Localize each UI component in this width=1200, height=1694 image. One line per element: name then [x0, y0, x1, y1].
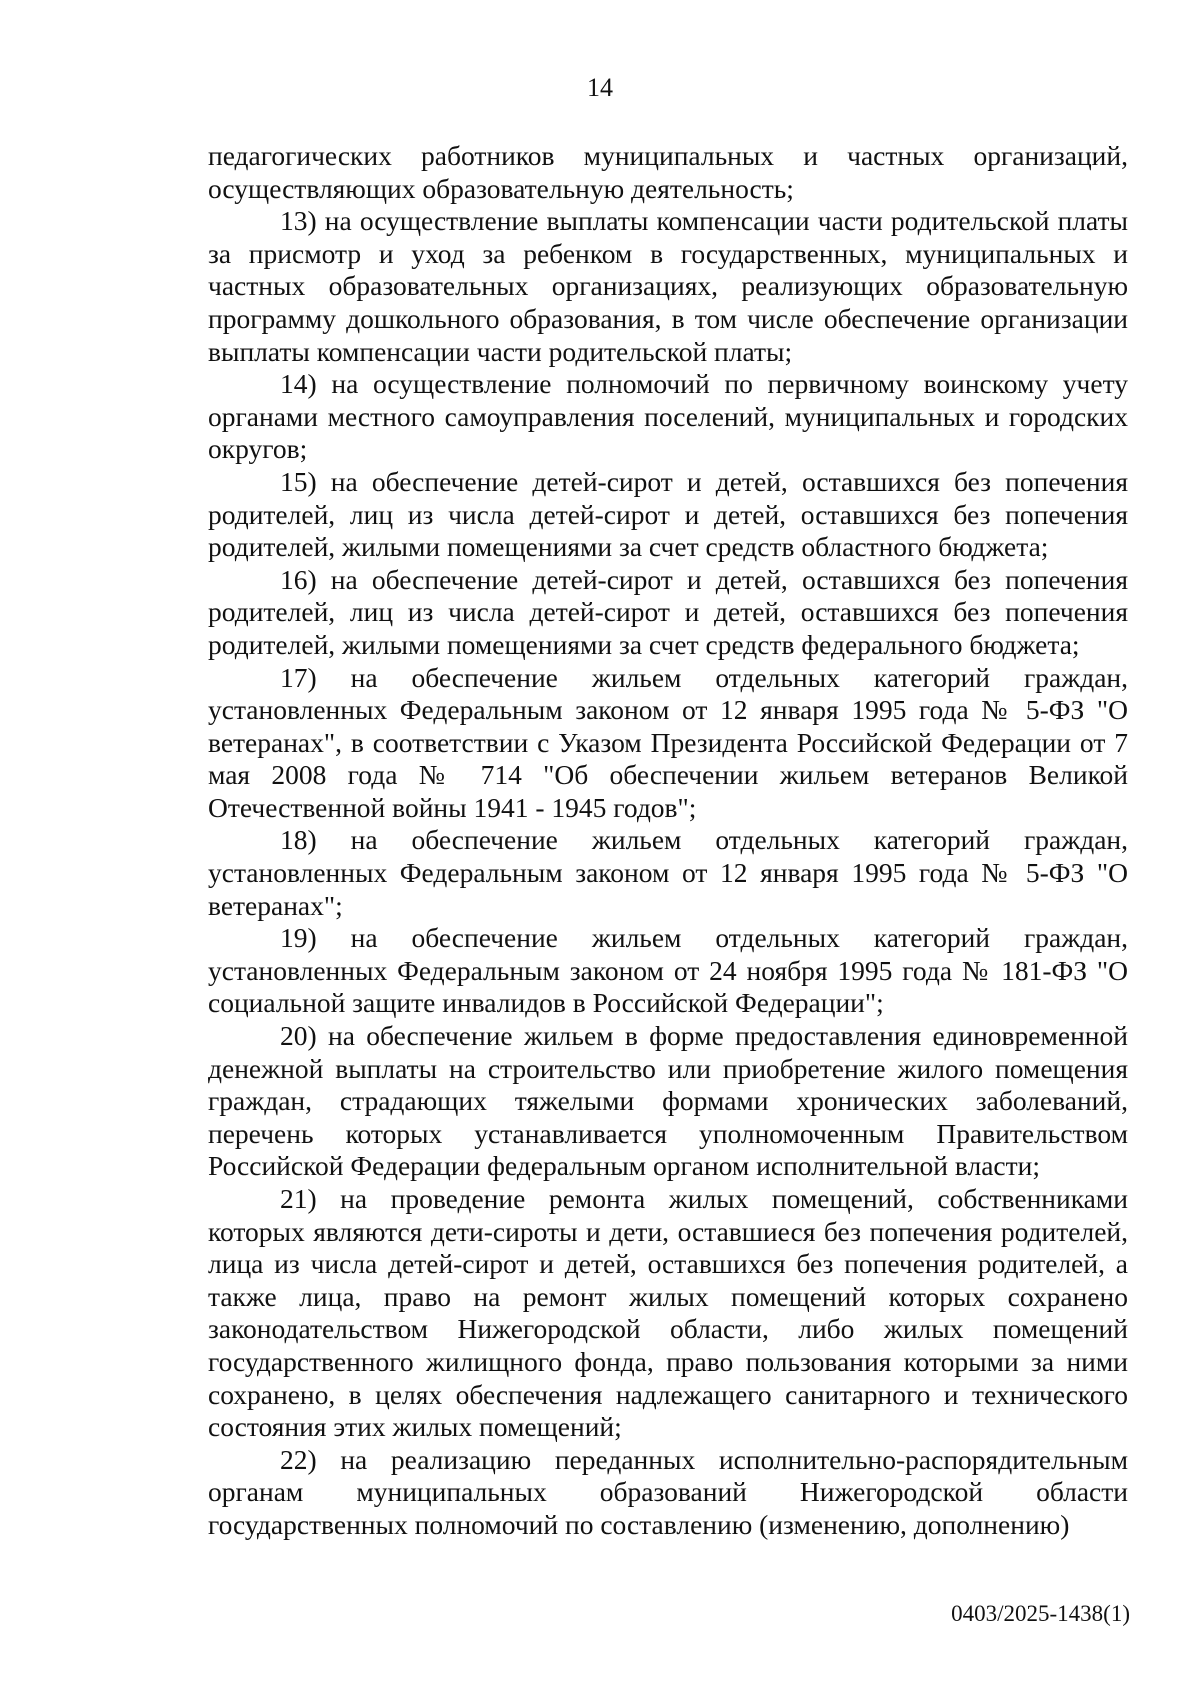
paragraph-item-20: 20) на обеспечение жильем в форме предоставления единовременной денежной выплаты на строительство или приобретение жилого помещения граждан, страдающих тяжелыми формами хронических заболеваний, перечень которых устанавливается уполномоченным Правительством Российской Федерации федеральным органом исполнительной власти;	[208, 1020, 1128, 1182]
page-number: 14	[587, 73, 613, 102]
paragraph-continuation: педагогических работников муниципальных и частных организаций, осуществляющих образовательную деятельность;	[208, 140, 1128, 204]
paragraph-item-22: 22) на реализацию переданных исполнительно-распорядительным органам муниципальных образований Нижегородской области государственных полномочий по составлению (изменению, дополнению)	[208, 1443, 1128, 1540]
paragraph-item-17: 17) на обеспечение жильем отдельных категорий граждан, установленных Федеральным законом от 12 января 1995 года № 5-ФЗ "О ветеранах", в соответствии с Указом Президента Российской Федерации от 7 мая 2008 года № 714 "Об обеспечении жильем ветеранов Великой Отечественной войны 1941 - 1945 годов";	[208, 661, 1128, 823]
document-number: 0403/2025-1438(1)	[951, 1601, 1130, 1626]
paragraph-item-15: 15) на обеспечение детей-сирот и детей, оставшихся без попечения родителей, лиц из числа детей-сирот и детей, оставшихся без попечения родителей, жилыми помещениями за счет средств областного бюджета;	[208, 465, 1128, 563]
paragraph-item-21: 21) на проведение ремонта жилых помещений, собственниками которых являются дети-сироты и дети, оставшиеся без попечения родителей, лица из числа детей-сирот и детей, оставшихся без попечения родителей, а также лица, право на ремонт жилых помещений которых сохранено законодательством Нижегородской области, либо жилых помещений государственного жилищного фонда, право пользования которыми за ними сохранено, в целях обеспечения надлежащего санитарного и технического состояния этих жилых помещений;	[208, 1183, 1128, 1443]
document-body	[208, 140, 1128, 1542]
paragraph-item-16: 16) на обеспечение детей-сирот и детей, оставшихся без попечения родителей, лиц из числа детей-сирот и детей, оставшихся без попечения родителей, жилыми помещениями за счет средств федерального бюджета;	[208, 563, 1128, 660]
paragraph-item-19: 19) на обеспечение жильем отдельных категорий граждан, установленных Федеральным законом от 24 ноября 1995 года № 181-ФЗ "О социальной защите инвалидов в Российской Федерации";	[208, 922, 1128, 1019]
paragraph-item-14: 14) на осуществление полномочий по первичному воинскому учету органами местного самоуправления поселений, муниципальных и городских округов;	[208, 368, 1128, 465]
paragraph-item-13: 13) на осуществление выплаты компенсации части родительской платы за присмотр и уход за ребенком в государственных, муниципальных и частных образовательных организациях, реализующих образовательную программу дошкольного образования, в том числе обеспечение организации выплаты компенсации части родительской платы;	[208, 205, 1128, 367]
paragraph-item-18: 18) на обеспечение жильем отдельных категорий граждан, установленных Федеральным законом от 12 января 1995 года № 5-ФЗ "О ветеранах";	[208, 824, 1128, 921]
